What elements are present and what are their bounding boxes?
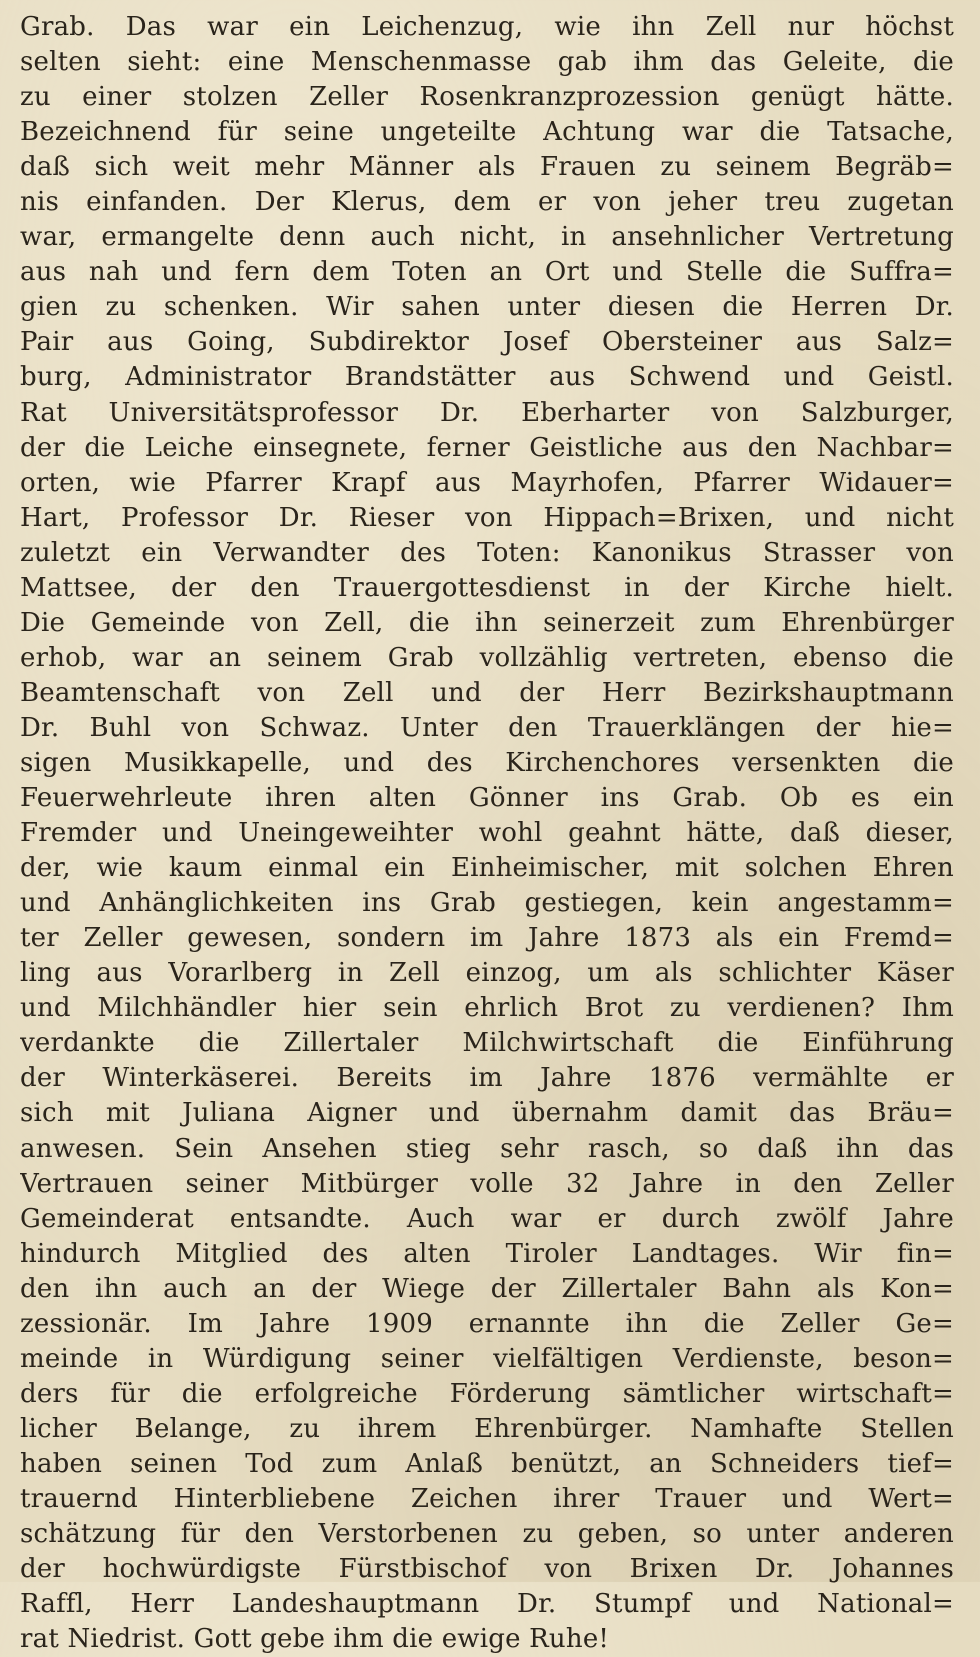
article-line: Raffl, Herr Landeshauptmann Dr. Stumpf und National= xyxy=(20,1589,954,1620)
article-line: aus nah und fern dem Toten an Ort und Stelle die Suffra= xyxy=(20,257,954,288)
article-line: der hochwürdigste Fürstbischof von Brixen Dr. Johannes xyxy=(20,1554,954,1585)
article-line: der die Leiche einsegnete, ferner Geistliche aus den Nachbar= xyxy=(20,432,954,463)
article-line: und Milchhändler hier sein ehrlich Brot zu verdienen? Ihm xyxy=(20,993,954,1024)
article-line: daß sich weit mehr Männer als Frauen zu seinem Begräb= xyxy=(20,152,954,183)
article-line: Vertrauen seiner Mitbürger volle 32 Jahre in den Zeller xyxy=(20,1168,954,1199)
article-line: war, ermangelte denn auch nicht, in ansehnlicher Vertretung xyxy=(20,222,954,253)
article-line: haben seinen Tod zum Anlaß benützt, an Schneiders tief= xyxy=(20,1448,954,1479)
article-line: der Winterkäserei. Bereits im Jahre 1876 vermählte er xyxy=(20,1063,954,1094)
article-line: Pair aus Going, Subdirektor Josef Obersteiner aus Salz= xyxy=(20,327,954,358)
article-line: Beamtenschaft von Zell und der Herr Bezirkshauptmann xyxy=(20,677,954,708)
article-line: Grab. Das war ein Leichenzug, wie ihn Zell nur höchst xyxy=(20,12,954,42)
article-line: trauernd Hinterbliebene Zeichen ihrer Trauer und Wert= xyxy=(20,1483,954,1514)
article-line: den ihn auch an der Wiege der Zillertaler Bahn als Kon= xyxy=(20,1273,954,1304)
article-line: der, wie kaum einmal ein Einheimischer, mit solchen Ehren xyxy=(20,853,954,884)
article-line: verdankte die Zillertaler Milchwirtschaft die Einführung xyxy=(20,1028,954,1059)
article-line: Gemeinderat entsandte. Auch war er durch zwölf Jahre xyxy=(20,1203,954,1234)
article-line: Mattsee, der den Trauergottesdienst in der Kirche hielt. xyxy=(20,572,954,603)
article-line: erhob, war an seinem Grab vollzählig vertreten, ebenso die xyxy=(20,642,954,673)
article-line: zuletzt ein Verwandter des Toten: Kanonikus Strasser von xyxy=(20,537,954,568)
article-line: rat Niedrist. Gott gebe ihm die ewige Ruhe! xyxy=(20,1624,610,1655)
article-line: orten, wie Pfarrer Krapf aus Mayrhofen, Pfarrer Widauer= xyxy=(20,467,954,498)
article-line: ders für die erfolgreiche Förderung sämtlicher wirtschaft= xyxy=(20,1378,954,1409)
article-line: sich mit Juliana Aigner und übernahm damit das Bräu= xyxy=(20,1098,954,1129)
article-line: nis einfanden. Der Klerus, dem er von jeher treu zugetan xyxy=(20,187,954,218)
article-line: hindurch Mitglied des alten Tiroler Landtages. Wir fin= xyxy=(20,1238,954,1269)
article-line: meinde in Würdigung seiner vielfältigen Verdienste, beson= xyxy=(20,1343,954,1374)
article-line: ling aus Vorarlberg in Zell einzog, um als schlichter Käser xyxy=(20,958,954,989)
article-column xyxy=(20,10,954,1657)
article-line: ter Zeller gewesen, sondern im Jahre 1873 als ein Fremd= xyxy=(20,923,954,954)
article-line: Hart, Professor Dr. Rieser von Hippach=Brixen, und nicht xyxy=(20,502,954,533)
article-line: schätzung für den Verstorbenen zu geben, so unter anderen xyxy=(20,1519,954,1550)
article-line: licher Belange, zu ihrem Ehrenbürger. Namhafte Stellen xyxy=(20,1413,954,1444)
article-line: Dr. Buhl von Schwaz. Unter den Trauerklängen der hie= xyxy=(20,712,954,743)
article-line: sigen Musikkapelle, und des Kirchenchores versenkten die xyxy=(20,747,954,778)
article-line: Feuerwehrleute ihren alten Gönner ins Grab. Ob es ein xyxy=(20,783,954,814)
article-line: gien zu schenken. Wir sahen unter diesen die Herren Dr. xyxy=(20,292,954,323)
article-line: und Anhänglichkeiten ins Grab gestiegen, kein angestamm= xyxy=(20,888,954,919)
article-line: Rat Universitätsprofessor Dr. Eberharter von Salzburger, xyxy=(20,397,954,428)
article-line: Fremder und Uneingeweihter wohl geahnt hätte, daß dieser, xyxy=(20,818,954,849)
article-line: zu einer stolzen Zeller Rosenkranzprozession genügt hätte. xyxy=(20,82,954,113)
article-line: anwesen. Sein Ansehen stieg sehr rasch, so daß ihn das xyxy=(20,1133,954,1164)
article-line: selten sieht: eine Menschenmasse gab ihm das Geleite, die xyxy=(20,47,954,78)
article-line: zessionär. Im Jahre 1909 ernannte ihn die Zeller Ge= xyxy=(20,1308,954,1339)
article-line: burg, Administrator Brandstätter aus Schwend und Geistl. xyxy=(20,362,954,393)
article-line: Die Gemeinde von Zell, die ihn seinerzeit zum Ehrenbürger xyxy=(20,607,954,638)
article-line: Bezeichnend für seine ungeteilte Achtung war die Tatsache, xyxy=(20,117,954,148)
